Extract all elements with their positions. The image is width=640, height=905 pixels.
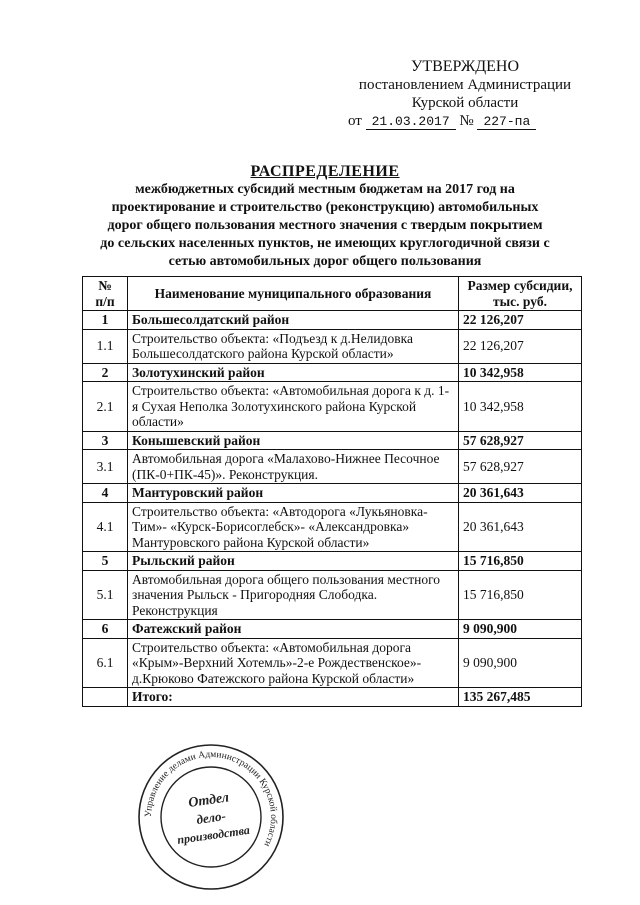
approval-heading: УТВЕРЖДЕНО [410,58,519,75]
total-amount: 135 267,485 [459,688,582,707]
header-amount [459,277,582,311]
row-number: 5.1 [83,570,128,620]
row-name: Строительство объекта: «Автомобильная дорога к д. 1-я Сухая Неполка Золотухинского района Курской области» [128,382,459,432]
table-row-district [83,620,582,639]
row-amount: 57 628,927 [459,431,582,450]
row-amount: 9 090,900 [459,638,582,688]
table-row-district [83,552,582,571]
row-name: Автомобильная дорога общего пользования местного значения Рыльск - Пригородняя Слободка. Реконструкция [128,570,459,620]
title-line: проектирование и строительство (реконструкцию) автомобильных [111,200,539,215]
stamp-line-3: производства [176,822,251,847]
title-line: сетью автомобильных дорог общего пользования [168,254,482,269]
approval-line-2: Курской области [411,95,519,111]
row-amount: 22 126,207 [459,329,582,363]
header-amount-line2: тыс. руб. [493,293,547,309]
stamp-line-2: дело- [195,808,227,827]
row-number: 2.1 [83,382,128,432]
row-name: Строительство объекта: «Автодорога «Лукьяновка-Тим»- «Курск-Борисоглебск»- «Александровка» Мантуровского района Курской области» [128,502,459,552]
approval-date: 21.03.2017 [366,114,456,130]
table-row-project [83,570,582,620]
approval-number: 227-па [477,114,536,130]
number-prefix: № [459,113,474,129]
header-num-line1: № [98,278,112,293]
table-row-district [83,363,582,382]
row-name: Конышевский район [128,431,459,450]
row-amount: 22 126,207 [459,311,582,330]
approval-date-line [348,112,590,131]
table-row-project [83,382,582,432]
row-amount: 9 090,900 [459,620,582,639]
row-amount: 20 361,643 [459,502,582,552]
row-name: Рыльский район [128,552,459,571]
table-row-project [83,502,582,552]
row-number: 6 [83,620,128,639]
document-title [60,163,590,271]
table-row-district [83,311,582,330]
table-row-project [83,450,582,484]
header-name: Наименование муниципального образования [128,277,459,311]
row-number: 3.1 [83,450,128,484]
table-row-total [83,688,582,707]
table-row-district [83,431,582,450]
title-line: до сельских населенных пунктов, не имеющих круглогодичной связи с [100,236,550,251]
table-row-district [83,484,582,503]
row-amount: 10 342,958 [459,363,582,382]
row-name: Строительство объекта: «Автомобильная дорога «Крым»-Верхний Хотемль»-2-е Рождественское»-д.Крюково Фатежского района Курской области» [128,638,459,688]
row-name: Золотухинский район [128,363,459,382]
title-main: РАСПРЕДЕЛЕНИЕ [250,163,400,180]
row-name: Фатежский район [128,620,459,639]
table-row-project [83,638,582,688]
row-amount: 10 342,958 [459,382,582,432]
row-number: 3 [83,431,128,450]
header-num-line2: п/п [95,293,115,309]
row-amount: 15 716,850 [459,552,582,571]
approval-line-1: постановлением Администрации [358,77,572,93]
title-line: дорог общего пользования местного значения с твердым покрытием [107,218,543,233]
row-name: Большесолдатский район [128,311,459,330]
row-number: 1 [83,311,128,330]
title-line: межбюджетных субсидий местным бюджетам на 2017 год на [135,182,515,197]
table-header-row [83,277,582,311]
approval-block [340,58,590,131]
row-number: 1.1 [83,329,128,363]
total-label: Итого: [128,688,459,707]
row-name: Мантуровский район [128,484,459,503]
total-number [83,688,128,707]
row-name: Автомобильная дорога «Малахово-Нижнее Песочное (ПК-0+ПК-45)». Реконструкция. [128,450,459,484]
row-amount: 57 628,927 [459,450,582,484]
row-number: 4.1 [83,502,128,552]
row-name: Строительство объекта: «Подъезд к д.Нелидовка Большесолдатского района Курской области» [128,329,459,363]
row-number: 6.1 [83,638,128,688]
row-number: 2 [83,363,128,382]
stamp-line-1: Отдел [187,790,230,811]
department-stamp [136,742,286,892]
row-number: 5 [83,552,128,571]
row-amount: 15 716,850 [459,570,582,620]
row-amount: 20 361,643 [459,484,582,503]
date-prefix: от [348,113,362,129]
subsidy-table [82,276,582,707]
header-num [83,277,128,311]
table-row-project [83,329,582,363]
stamp-ring-text: Управление делами Администрации Курской области [143,749,279,848]
row-number: 4 [83,484,128,503]
header-amount-line1: Размер субсидии, [467,278,573,293]
